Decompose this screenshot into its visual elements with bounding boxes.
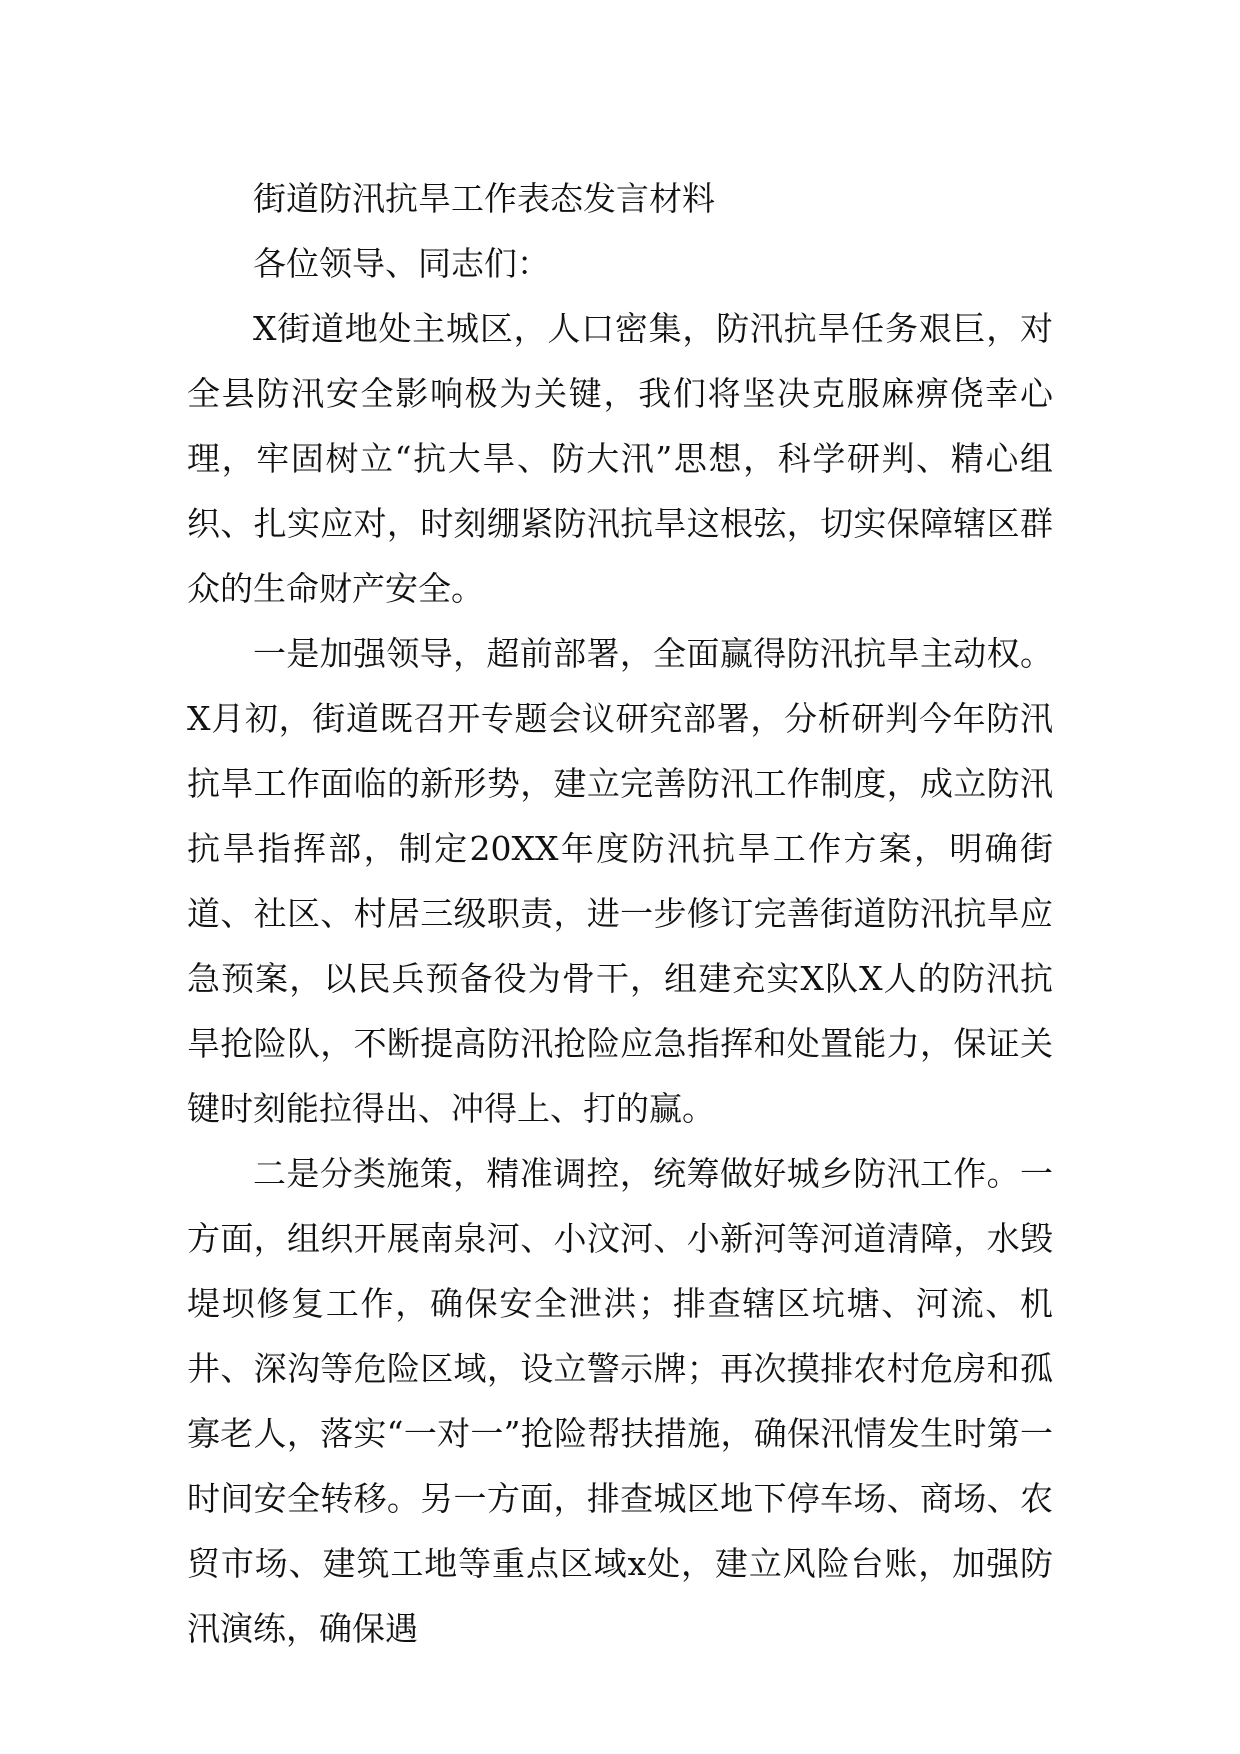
document-body <box>187 166 1053 1661</box>
paragraph-point-two: 二是分类施策，精准调控，统筹做好城乡防汛工作。一方面，组织开展南泉河、小汶河、小新河等河道清障，水毁堤坝修复工作，确保安全泄洪；排查辖区坑塘、河流、机井、深沟等危险区域，设立警示牌；再次摸排农村危房和孤寡老人，落实“一对一”抢险帮扶措施，确保汛情发生时第一时间安全转移。另一方面，排查城区地下停车场、商场、农贸市场、建筑工地等重点区域x处，建立风险台账，加强防汛演练，确保遇 <box>187 1154 1053 1648</box>
paragraph-intro: X街道地处主城区，人口密集，防汛抗旱任务艰巨，对全县防汛安全影响极为关键，我们将坚决克服麻痹侥幸心理，牢固树立“抗大旱、防大汛”思想，科学研判、精心组织、扎实应对，时刻绷紧防汛抗旱这根弦，切实保障辖区群众的生命财产安全。 <box>187 309 1053 608</box>
document-title: 街道防汛抗旱工作表态发言材料 <box>253 179 715 218</box>
salutation: 各位领导、同志们： <box>253 244 550 283</box>
paragraph-point-one: 一是加强领导，超前部署，全面赢得防汛抗旱主动权。X月初，街道既召开专题会议研究部署，分析研判今年防汛抗旱工作面临的新形势，建立完善防汛工作制度，成立防汛抗旱指挥部，制定20XX年度防汛抗旱工作方案，明确街道、社区、村居三级职责，进一步修订完善街道防汛抗旱应急预案，以民兵预备役为骨干，组建充实X队X人的防汛抗旱抢险队，不断提高防汛抢险应急指挥和处置能力，保证关键时刻能拉得出、冲得上、打的赢。 <box>187 634 1053 1128</box>
